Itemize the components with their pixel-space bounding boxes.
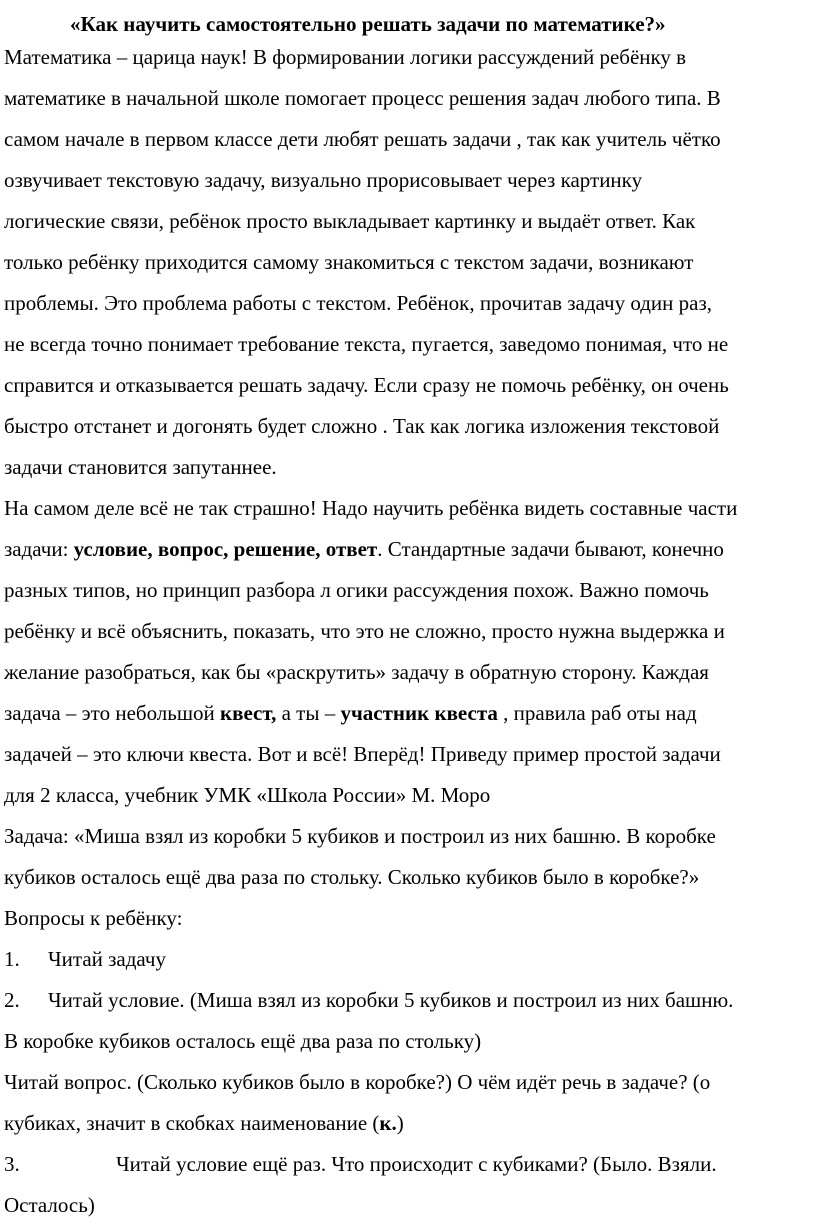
- paragraph-line: [4, 1109, 404, 1137]
- paragraph-line: не всегда точно понимает требование текста, пугается, заведомо понимая, что не: [4, 332, 729, 356]
- list-text: Читай задачу: [48, 947, 166, 971]
- paragraph-line: Математика – царица наук! В формировании логики рассуждений ребёнку в: [4, 45, 687, 69]
- paragraph-line: желание разобраться, как бы «раскрутить» задачу в обратную сторону. Каждая: [4, 660, 709, 684]
- paragraph-line: логические связи, ребёнок просто выкладывает картинку и выдаёт ответ. Как: [4, 209, 696, 233]
- list-text: Читай условие ещё раз. Что происходит с кубиками? (Было. Взяли.: [116, 1152, 717, 1176]
- list-item: [4, 1150, 717, 1178]
- task-line: кубиков осталось ещё два раза по стольку. Сколько кубиков было в коробке?»: [4, 865, 700, 889]
- text-span: а ты –: [276, 701, 341, 725]
- list-item: [4, 986, 733, 1014]
- bold-text: к.: [379, 1111, 397, 1135]
- text-span: задача – это небольшой: [4, 701, 221, 725]
- paragraph-line: В коробке кубиков осталось ещё два раза по стольку): [4, 1029, 482, 1053]
- list-text: Читай условие. (Миша взял из коробки 5 кубиков и построил из них башню.: [48, 988, 734, 1012]
- paragraph-line: Осталось): [4, 1193, 95, 1217]
- list-number: 1.: [4, 947, 20, 971]
- paragraph-line: задачи становится запутаннее.: [4, 455, 277, 479]
- bold-text: квест,: [220, 701, 277, 725]
- paragraph-line: озвучивает текстовую задачу, визуально прорисовывает через картинку: [4, 168, 643, 192]
- text-span: кубиках, значит в скобках наименование (: [4, 1111, 380, 1135]
- list-item: [4, 945, 166, 973]
- document-title: «Как научить самостоятельно решать задачи по математике?»: [70, 12, 666, 36]
- text-span: . Стандартные задачи бывают, конечно: [377, 537, 724, 561]
- paragraph-line: Читай вопрос. (Сколько кубиков было в коробке?) О чём идёт речь в задаче? (о: [4, 1070, 711, 1094]
- questions-heading: Вопросы к ребёнку:: [4, 906, 183, 930]
- paragraph-line: быстро отстанет и догонять будет сложно . Так как логика изложения текстовой: [4, 414, 720, 438]
- list-number: 2.: [4, 988, 20, 1012]
- paragraph-line: На самом деле всё не так страшно! Надо научить ребёнка видеть составные части: [4, 496, 738, 520]
- paragraph-line: только ребёнку приходится самому знакомиться с текстом задачи, возникают: [4, 250, 694, 274]
- text-span: ): [396, 1111, 404, 1135]
- bold-text: условие, вопрос, решение, ответ: [73, 537, 378, 561]
- paragraph-line: справится и отказывается решать задачу. Если сразу не помочь ребёнку, он очень: [4, 373, 729, 397]
- paragraph-line: задачей – это ключи квеста. Вот и всё! Вперёд! Приведу пример простой задачи: [4, 742, 721, 766]
- text-span: задачи:: [4, 537, 74, 561]
- paragraph-line: математике в начальной школе помогает процесс решения задач любого типа. В: [4, 86, 721, 110]
- paragraph-line: разных типов, но принцип разбора л огики рассуждения похож. Важно помочь: [4, 578, 709, 602]
- list-number: 3.: [4, 1152, 20, 1176]
- paragraph-line: [4, 535, 724, 563]
- paragraph-line: проблемы. Это проблема работы с текстом. Ребёнок, прочитав задачу один раз,: [4, 291, 713, 315]
- paragraph-line: ребёнку и всё объяснить, показать, что это не сложно, просто нужна выдержка и: [4, 619, 725, 643]
- bold-text: участник квеста: [340, 701, 498, 725]
- task-line: Задача: «Миша взял из коробки 5 кубиков и построил из них башню. В коробке: [4, 824, 716, 848]
- paragraph-line: самом начале в первом классе дети любят решать задачи , так как учитель чётко: [4, 127, 721, 151]
- text-span: , правила раб оты над: [497, 701, 697, 725]
- paragraph-line: для 2 класса, учебник УМК «Школа России» М. Моро: [4, 783, 491, 807]
- paragraph-line: [4, 699, 697, 727]
